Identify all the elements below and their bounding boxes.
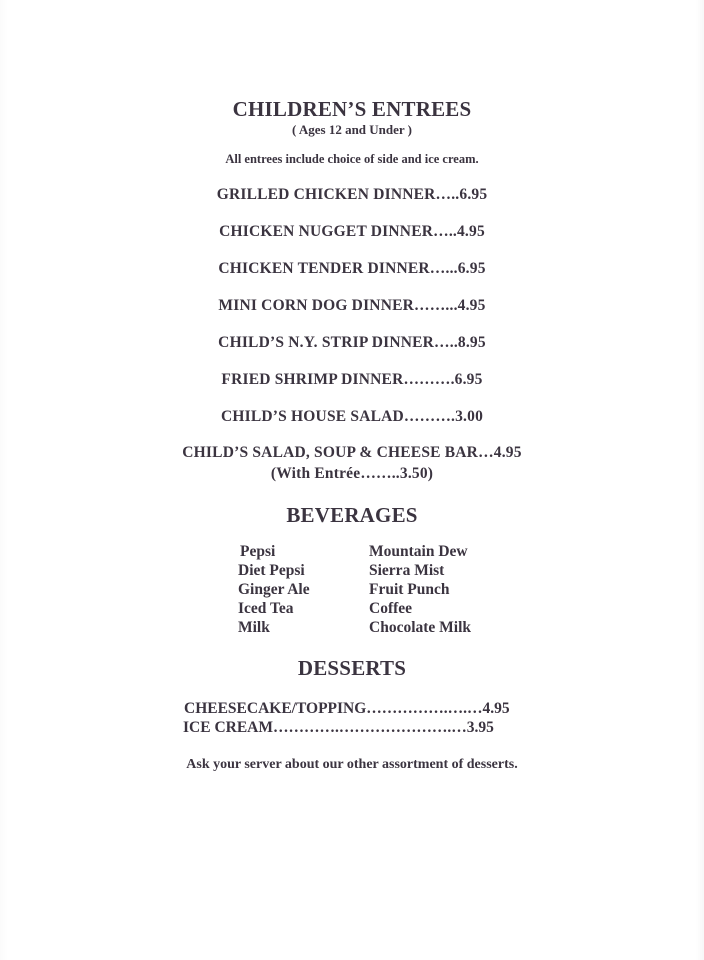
entree-item: MINI CORN DOG DINNER……...4.95 (218, 297, 486, 314)
beverage-item: Pepsi (240, 543, 276, 560)
entree-item: CHILD’S HOUSE SALAD……….3.00 (220, 408, 484, 425)
desserts-heading: DESSERTS (297, 656, 407, 680)
page-title: CHILDREN’S ENTREES (232, 97, 472, 121)
entree-item: CHILD’S SALAD, SOUP & CHEESE BAR…4.95 (182, 444, 522, 461)
beverage-item: Iced Tea (238, 600, 294, 617)
beverage-item: Fruit Punch (369, 581, 450, 598)
entree-item: CHICKEN TENDER DINNER…...6.95 (218, 260, 486, 277)
entree-item: CHICKEN NUGGET DINNER…..4.95 (219, 223, 485, 240)
dessert-item: ICE CREAM………….………………….…3.95 (183, 719, 494, 736)
entree-item: FRIED SHRIMP DINNER……….6.95 (221, 371, 483, 388)
beverages-heading: BEVERAGES (286, 503, 418, 527)
beverage-item: Coffee (369, 600, 413, 617)
closing-note: Ask your server about our other assortment of desserts. (186, 757, 518, 772)
entree-item: GRILLED CHICKEN DINNER…..6.95 (216, 186, 488, 203)
entree-extra: (With Entrée……..3.50) (270, 465, 434, 482)
age-note: ( Ages 12 and Under ) (291, 122, 413, 137)
dessert-item: CHEESECAKE/TOPPING…………….….…4.95 (184, 700, 510, 717)
beverage-item: Sierra Mist (369, 562, 445, 579)
beverage-item: Milk (238, 619, 270, 636)
beverage-item: Chocolate Milk (369, 619, 472, 636)
beverage-item: Diet Pepsi (238, 562, 305, 579)
beverage-item: Ginger Ale (238, 581, 310, 598)
beverage-item: Mountain Dew (369, 543, 468, 560)
entree-item: CHILD’S N.Y. STRIP DINNER…..8.95 (218, 334, 486, 351)
entree-note: All entrees include choice of side and ice cream. (225, 152, 479, 166)
